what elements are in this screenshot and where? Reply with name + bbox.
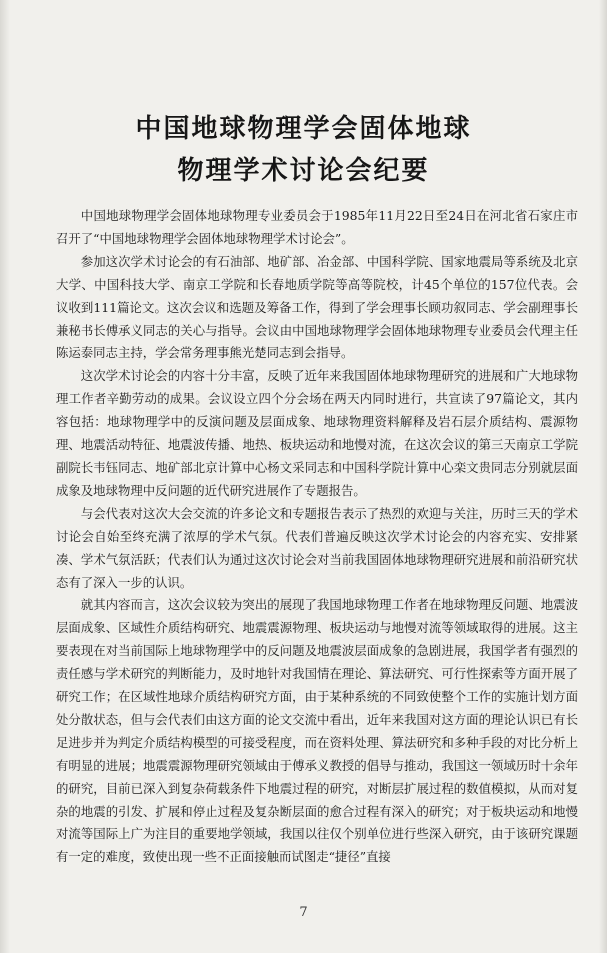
paragraph-5: 就其内容而言，这次会议较为突出的展现了我国地球物理工作者在地球物理反问题、地震波层面成象、区域性介质结构研究、地震震源物理、板块运动与地慢对流等领域取得的进展。这主要表现在对当前国际上地球物理学中的反问题及地震波层面成象的急剧进展，我国学者有强烈的责任感与学术研究的判断能力，及时地针对我国情在理论、算法研究、可行性探索等方面开展了研究工作；在区域性地球介质结构研究方面，由于某种系统的不同致使整个工作的实施计划方面处分散状态，但与会代表们由这方面的论文交流中看出，近年来我国对这方面的理论认识已有长足进步并为判定介质结构模型的可接受程度，而在资料处理、算法研究和多种手段的对比分析上有明显的进展；地震震源物理研究领域由于傅承义教授的倡导与推动，我国这一领域历时十余年的研究，目前已深入到复杂荷载条件下地震过程的研究，对断层扩展过程的数值模拟，从而对复杂的地震的引发、扩展和停止过程及复杂断层面的愈合过程有深入的研究；对于板块运动和地慢对流等国际上广为注目的重要地学领域，我国以往仅个别单位进行些深入研究，由于该研究课题有一定的难度，致使出现一些不正面接触而试图走“捷径”直接 [56,597,578,865]
page-number: 7 [299,905,308,920]
paragraph-4: 与会代表对这次大会交流的许多论文和专题报告表示了热烈的欢迎与关注，历时三天的学术讨论会自始至终充满了浓厚的学术气氛。代表们普遍反映这次学术讨论会的内容充实、安排紧凑、学术气氛活跃；代表们认为通过这次讨论会对当前我国固体地球物理研究进展和前沿研究状态有了深入一步的认识。 [56,505,578,590]
body-text [56,205,578,869]
paragraph-3: 这次学术讨论会的内容十分丰富，反映了近年来我国固体地球物理研究的进展和广大地球物理工作者辛勤劳动的成果。会议设立四个分会场在两天内同时进行，共宣读了97篇论文，其内容包括：地球物理学中的反演问题及层面成象、地球物理资料解释及岩石层介质结构、震源物理、地震活动特征、地震波传播、地热、板块运动和地慢对流，在这次会议的第三天南京工学院副院长韦钰同志、地矿部北京计算中心杨文采同志和中国科学院计算中心栾文贵同志分别就层面成象及地球物理中反问题的近代研究进展作了专题报告。 [56,368,578,498]
paragraph-1: 中国地球物理学会固体地球物理专业委员会于1985年11月22日至24日在河北省石家庄市召开了“中国地球物理学会固体地球物理学术讨论会”。 [56,208,578,246]
paragraph-2: 参加这次学术讨论会的有石油部、地矿部、冶金部、中国科学院、国家地震局等系统及北京大学、中国科技大学、南京工学院和长春地质学院等高等院校，计45个单位的157位代表。会议收到111篇论文。这次会议和选题及筹备工作，得到了学会理事长顾功叙同志、学会副理事长兼秘书长傅承义同志的关心与指导。会议由中国地球物理学会固体地球物理专业委员会代理主任陈运泰同志主持，学会常务理事熊光楚同志到会指导。 [56,253,578,361]
page-title-line-2: 物理学术讨论会纪要 [177,156,430,186]
page-title-line-1: 中国地球物理学会固体地球 [135,114,472,144]
